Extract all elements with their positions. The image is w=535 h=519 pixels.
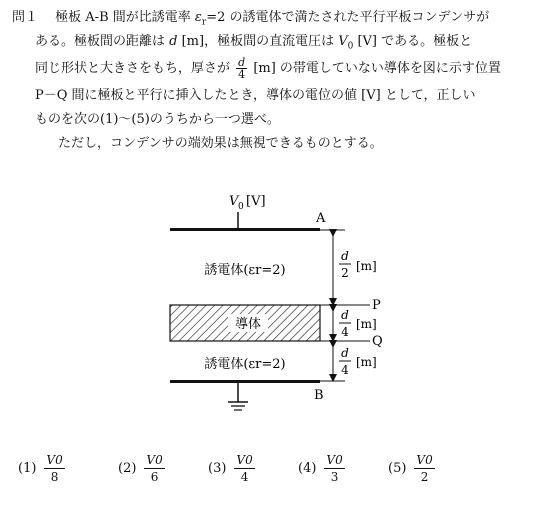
- ground-icon: [228, 402, 248, 410]
- dielectric-upper-label: 誘電体(εr=2): [204, 263, 286, 278]
- dim-label-bot: [339, 346, 377, 377]
- question-line-3: 同じ形状と大きさをもち，厚さが $\frac{d}{4}$ [m] の帯電していない導体を図に示す位置: [35, 56, 501, 81]
- question-note: ただし，コンデンサの端効果は無視できるものとする。: [58, 136, 383, 151]
- plate-a-label: A: [316, 211, 326, 226]
- point-q-label: Q: [372, 334, 383, 349]
- svg-text:d: d: [341, 249, 349, 263]
- v0-unit: [V]: [246, 194, 266, 209]
- choice-3[interactable]: (3) V0 4: [208, 453, 253, 484]
- svg-text:4: 4: [341, 325, 349, 339]
- choice-2[interactable]: (2) V0 6: [118, 453, 163, 484]
- svg-text:d: d: [341, 346, 349, 360]
- dim-label-top: [339, 249, 377, 280]
- capacitor-diagram: [0, 180, 535, 440]
- choice-4[interactable]: (4) V0 3: [298, 453, 343, 484]
- dielectric-lower-label: 誘電体(εr=2): [204, 357, 286, 372]
- svg-text:2: 2: [341, 266, 349, 280]
- svg-text:d: d: [341, 308, 349, 322]
- question-line-1: 問１ 極板 A-B 間が比誘電率 $\varepsilon_r=2$ の誘電体で満たされた平行平板コンデンサが: [12, 10, 490, 28]
- svg-text:4: 4: [341, 363, 349, 377]
- question-line-2: ある。極板間の距離は d [m]，極板間の直流電圧は $V_0$ [V] である。極板と: [35, 34, 473, 52]
- plate-b-label: B: [314, 388, 324, 403]
- choice-5[interactable]: (5) V0 2: [388, 453, 433, 484]
- plate-b: [170, 380, 320, 383]
- svg-text:[m]: [m]: [356, 355, 377, 369]
- svg-text:[m]: [m]: [356, 259, 377, 273]
- plate-a: [170, 228, 320, 231]
- thickness-fraction: $\frac{d}{4}$: [238, 56, 246, 81]
- question-number: 問１: [12, 10, 39, 25]
- answer-choices: [18, 452, 518, 492]
- question-text: [12, 6, 527, 156]
- conductor-label: 導体: [234, 317, 262, 332]
- v0-sub: 0: [238, 202, 244, 212]
- question-line-5: ものを次の(1)～(5)のうちから一つ選べ。: [35, 112, 280, 127]
- point-p-label: P: [372, 298, 381, 313]
- choice-1[interactable]: (1) V0 8: [18, 453, 63, 484]
- question-line-4: P－Q 間に極板と平行に挿入したとき，導体の電位の値 [V] として，正しい: [35, 88, 476, 103]
- v0-label: V: [229, 194, 239, 209]
- svg-text:[m]: [m]: [356, 317, 377, 331]
